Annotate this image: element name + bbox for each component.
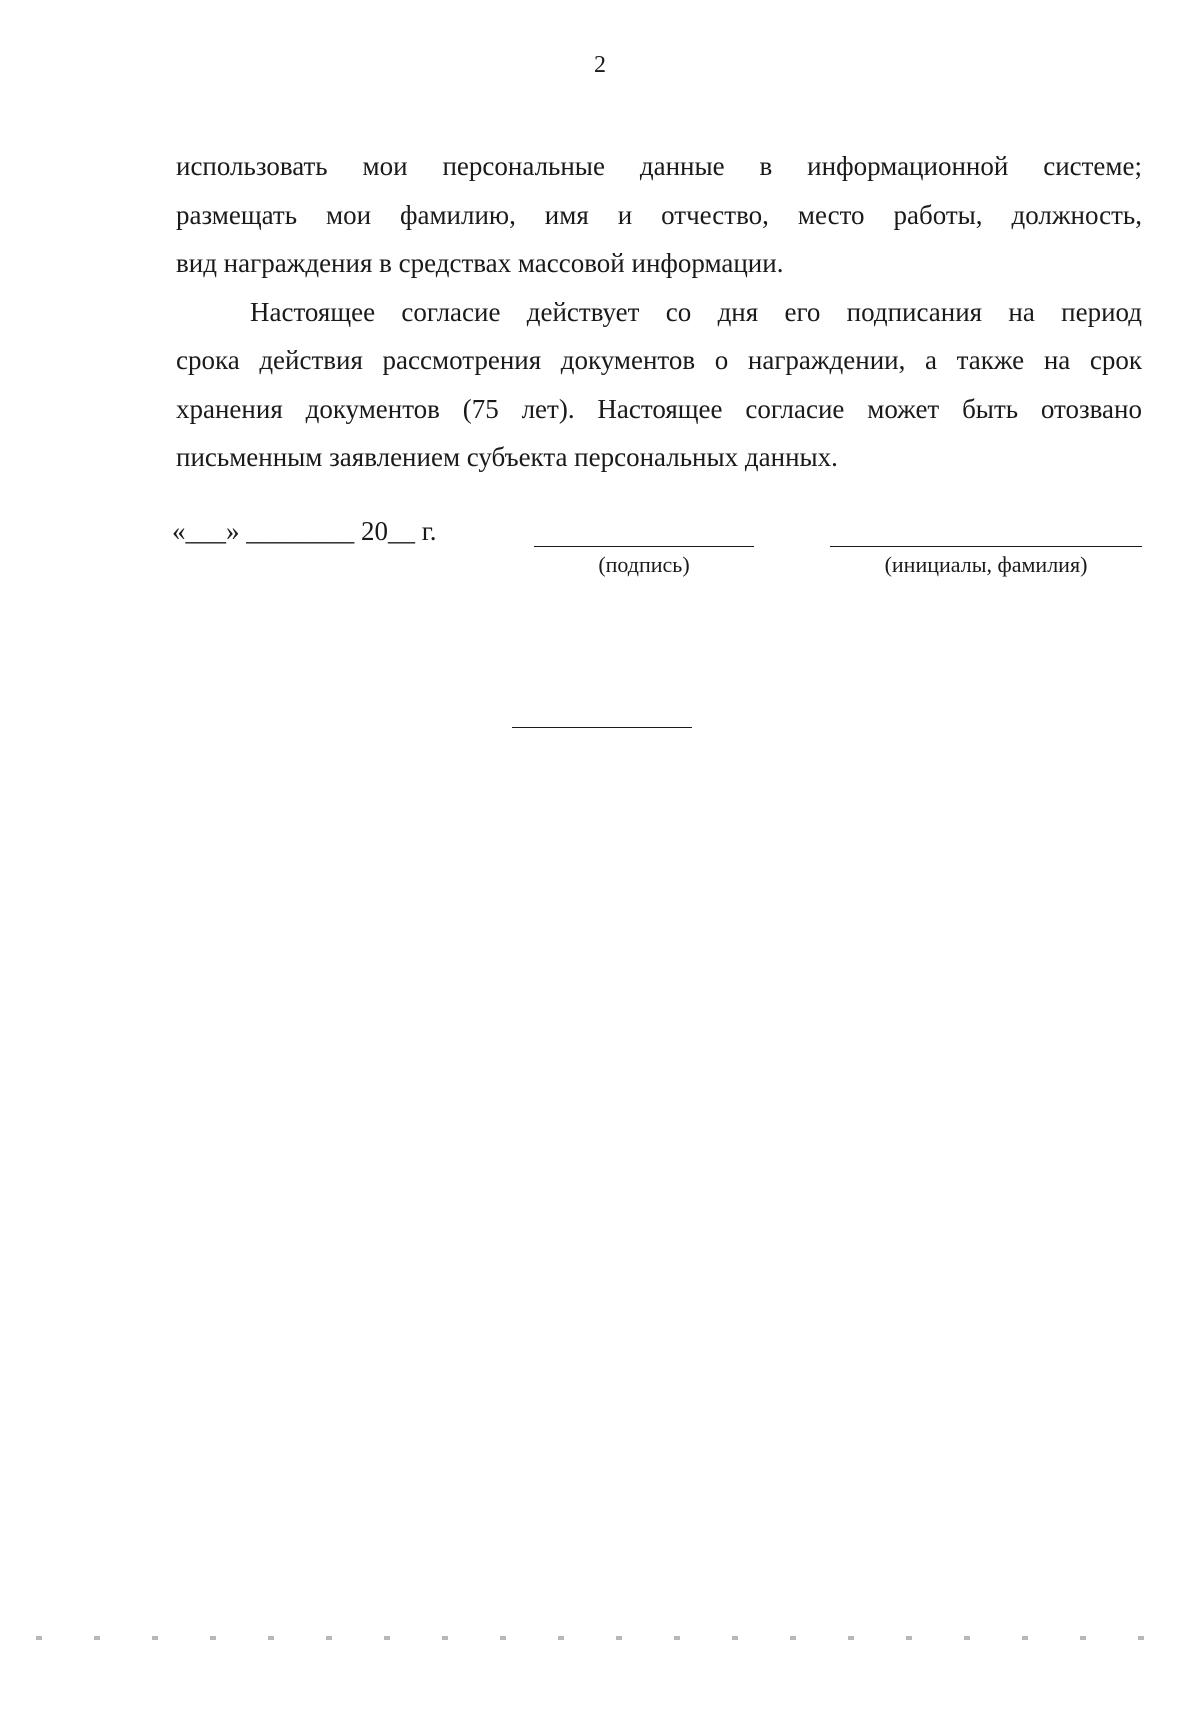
paragraph-line: срока действия рассмотрения документов о награждении, а также на срок: [176, 345, 1142, 375]
signature-block: [172, 516, 1152, 586]
paragraph-line: письменным заявлением субъекта персональных данных.: [176, 442, 838, 472]
paragraph-validity: [176, 288, 1142, 482]
paragraph-line: вид награждения в средствах массовой информации.: [176, 248, 784, 278]
document-body: [176, 142, 1142, 482]
paragraph-line: размещать мои фамилию, имя и отчество, место работы, должность,: [176, 199, 1142, 230]
signature-caption: (подпись): [598, 552, 690, 577]
paragraph-line: использовать мои персональные данные в информационной системе;: [176, 151, 1142, 181]
paragraph-line: Настоящее согласие действует со дня его подписания на период: [250, 296, 1142, 327]
page-number: 2: [594, 52, 606, 78]
signature-line: [534, 546, 754, 547]
date-field: «___» ________ 20__ г.: [172, 516, 437, 546]
name-line: [830, 546, 1142, 547]
end-separator-line: [512, 727, 692, 728]
paragraph-line: хранения документов (75 лет). Настоящее согласие может быть отозвано: [176, 393, 1142, 424]
paragraph-usage: [176, 142, 1142, 288]
scan-dash-artifact: [36, 1636, 1164, 1640]
name-caption: (инициалы, фамилия): [884, 552, 1088, 577]
